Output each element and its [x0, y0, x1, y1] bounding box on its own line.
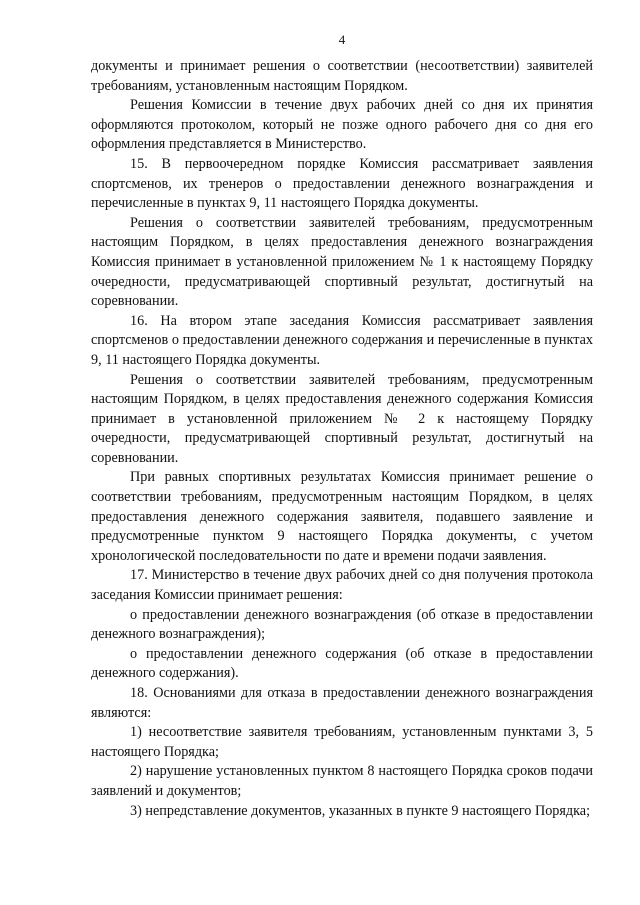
paragraph-item-17: 17. Министерство в течение двух рабочих дней со дня получения протокола заседания Комиссии принимает решения: [91, 567, 593, 604]
paragraph-ground-3: 3) непредставление документов, указанных в пункте 9 настоящего Порядка; [130, 802, 591, 819]
paragraph-ground-1: 1) несоответствие заявителя требованиям, установленным пунктами 3, 5 настоящего Порядка; [91, 724, 593, 760]
paragraph-item-18: 18. Основаниями для отказа в предоставлении денежного вознаграждения являются: [91, 685, 593, 721]
paragraph-item-16: 16. На втором этапе заседания Комиссия рассматривает заявления спортсменов о предоставлении денежного содержания и перечисленные в пунктах 9, 11 настоящего Порядка документы. [91, 312, 593, 368]
paragraph-allowance-decision-option: о предоставлении денежного содержания (об отказе в предоставлении денежного содержания). [91, 645, 593, 682]
paragraph-allowance-decisions: Решения о соответствии заявителей требованиям, предусмотренным настоящим Порядком, в целях предоставления денежного содержания Комиссия принимает в установленной приложением № 2 к настоящему Порядку очередности, предусматривающей спортивный результат, достигнутый на соревновании. [91, 371, 593, 466]
paragraph-item-15: 15. В первоочередном порядке Комиссия рассматривает заявления спортсменов, их тренеров о предоставлении денежного вознаграждения и перечисленные в пунктах 9, 11 настоящего Порядка документы. [91, 155, 593, 212]
document-body [91, 57, 593, 821]
paragraph-ground-2: 2) нарушение установленных пунктом 8 настоящего Порядка сроков подачи заявлений и документов; [91, 763, 593, 799]
paragraph-equal-results: При равных спортивных результатах Комиссия принимает решение о соответствии требованиям, предусмотренным настоящим Порядком, в целях предоставления денежного содержания заявителя, подавшего заявление и предусмотренные пунктом 9 настоящего Порядка документы, с учетом хронологической последовательности по дате и времени подачи заявления. [91, 469, 593, 564]
paragraph-continuation: документы и принимает решения о соответствии (несоответствии) заявителей требованиям, установленным настоящим Порядком. [91, 58, 593, 94]
paragraph-reward-decisions: Решения о соответствии заявителей требованиям, предусмотренным настоящим Порядком, в целях предоставления денежного вознаграждения Комиссия принимает в установленной приложением № 1 к настоящему Порядку очередности, предусматривающей спортивный результат, достигнутый на соревновании. [91, 214, 593, 310]
page-number: 4 [338, 32, 346, 47]
paragraph-commission-protocol: Решения Комиссии в течение двух рабочих дней со дня их принятия оформляются протоколом, который не позже одного рабочего дня со дня его оформления представляется в Министерство. [91, 97, 593, 153]
paragraph-reward-decision-option: о предоставлении денежного вознаграждения (об отказе в предоставлении денежного вознаграждения); [91, 606, 593, 643]
